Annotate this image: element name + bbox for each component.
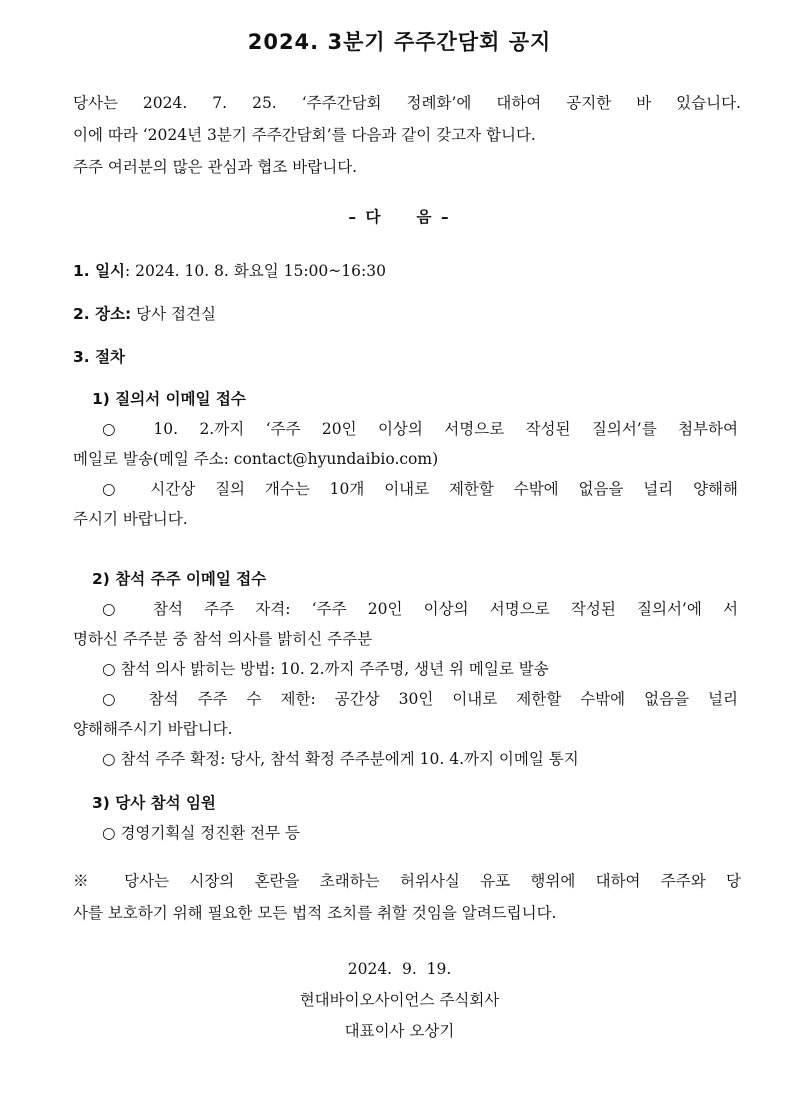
item-place — [73, 303, 741, 325]
step3-heading: 3) 당사 참석 임원 — [92, 794, 216, 812]
separator-char-2: 음 — [416, 208, 434, 226]
step1-line-1: ○ 10. 2.까지 ‘주주 20인 이상의 서명으로 작성된 질의서’를 첨부하여 — [102, 420, 738, 438]
separator-dash-right: – — [440, 208, 451, 226]
document-title: 2024. 3분기 주주간담회 공지 — [247, 30, 552, 54]
item-schedule-label: 1. 일시 — [73, 262, 126, 280]
step3-line-1: ○ 경영기획실 정진환 전무 등 — [102, 824, 300, 842]
step1-line-3: ○ 시간상 질의 개수는 10개 이내로 제한할 수밖에 없음을 널리 양해해 — [102, 480, 738, 498]
step2-line-3: ○ 참석 의사 밝히는 방법: 10. 2.까지 주주명, 생년 위 메일로 발송 — [102, 660, 549, 678]
separator-char-1: 다 — [365, 208, 383, 226]
intro-line-2: 이에 따라 ‘2024년 3분기 주주간담회’를 다음과 같이 갖고자 합니다. — [73, 126, 536, 144]
separator-dash-left: – — [348, 208, 359, 226]
intro-line-3: 주주 여러분의 많은 관심과 협조 바랍니다. — [73, 158, 358, 176]
step1-line-4: 주시기 바랍니다. — [73, 510, 188, 528]
step2-line-2: 명하신 주주분 중 참석 의사를 밝히신 주주분 — [73, 630, 373, 648]
notice-line-1: ※ 당사는 시장의 혼란을 초래하는 허위사실 유포 행위에 대하여 주주와 당 — [73, 872, 741, 890]
item-place-label: 2. 장소: — [73, 305, 132, 323]
item-schedule-value: : 2024. 10. 8. 화요일 15:00~16:30 — [125, 262, 386, 280]
footer-ceo: 대표이사 오상기 — [344, 1022, 455, 1040]
item-place-value: 당사 접견실 — [131, 305, 216, 323]
step1-heading: 1) 질의서 이메일 접수 — [92, 390, 246, 408]
step1-line-2: 메일로 발송(메일 주소: contact@hyundaibio.com) — [73, 450, 439, 468]
item-schedule — [73, 260, 741, 282]
intro-line-1: 당사는 2024. 7. 25. ‘주주간담회 정례화’에 대하여 공지한 바 있습니다. — [73, 94, 741, 112]
footer-company: 현대바이오사이언스 주식회사 — [299, 991, 500, 1009]
separator-da-eum — [0, 206, 799, 228]
notice-line-2: 사를 보호하기 위해 필요한 모든 법적 조치를 취할 것임을 알려드립니다. — [73, 904, 557, 922]
step2-line-1: ○ 참석 주주 자격: ‘주주 20인 이상의 서명으로 작성된 질의서’에 서 — [102, 600, 738, 618]
step2-line-6: ○ 참석 주주 확정: 당사, 참석 확정 주주분에게 10. 4.까지 이메일 통지 — [102, 750, 579, 768]
footer-date: 2024. 9. 19. — [347, 960, 452, 978]
step2-line-4: ○ 참석 주주 수 제한: 공간상 30인 이내로 제한할 수밖에 없음을 널리 — [102, 690, 738, 708]
step2-line-5: 양해해주시기 바랍니다. — [73, 720, 233, 738]
item-procedure-label: 3. 절차 — [73, 348, 126, 366]
step2-heading: 2) 참석 주주 이메일 접수 — [92, 570, 267, 588]
